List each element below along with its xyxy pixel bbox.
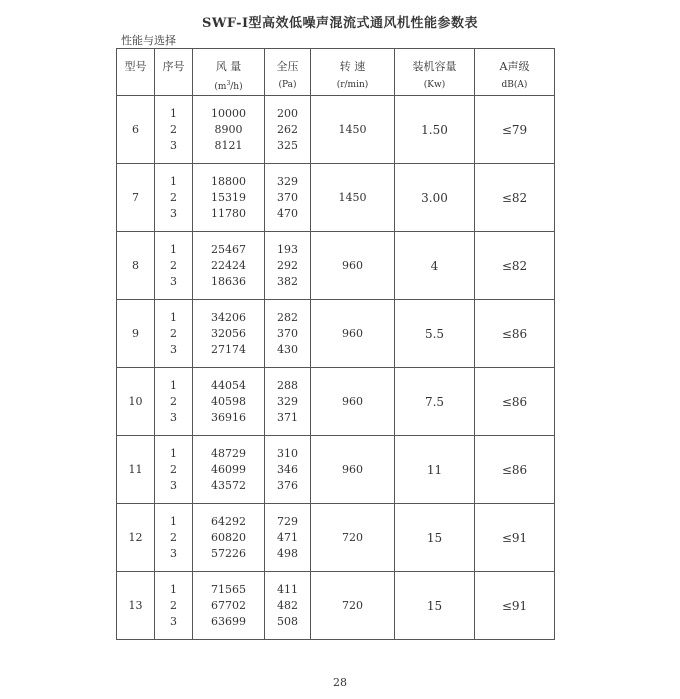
airflow-cell: 25467 22424 18636 (193, 232, 265, 300)
model-cell: 11 (117, 436, 155, 504)
table-row (117, 96, 555, 164)
header-pressure (265, 49, 311, 96)
pressure-cell: 193 292 382 (265, 232, 311, 300)
airflow-cell: 34206 32056 27174 (193, 300, 265, 368)
noise-cell: ≤86 (475, 436, 555, 504)
noise-cell: ≤91 (475, 572, 555, 640)
table-row (117, 232, 555, 300)
header-unit: (Pa) (278, 80, 297, 90)
page-number: 28 (333, 676, 347, 689)
model-cell: 7 (117, 164, 155, 232)
speed-cell: 1450 (311, 164, 395, 232)
noise-cell: ≤79 (475, 96, 555, 164)
table-row (117, 572, 555, 640)
document-title: SWF-I型高效低噪声混流式通风机性能参数表 (201, 16, 479, 31)
airflow-cell: 48729 46099 43572 (193, 436, 265, 504)
power-cell: 11 (395, 436, 475, 504)
seq-cell: 1 2 3 (155, 164, 193, 232)
noise-cell: ≤86 (475, 300, 555, 368)
power-cell: 15 (395, 504, 475, 572)
seq-cell: 1 2 3 (155, 436, 193, 504)
header-unit: (Kw) (423, 80, 446, 90)
header-unit: dB(A) (501, 80, 528, 90)
airflow-cell: 44054 40598 36916 (193, 368, 265, 436)
performance-table (116, 48, 555, 640)
noise-cell: ≤82 (475, 232, 555, 300)
pressure-cell: 411 482 508 (265, 572, 311, 640)
power-cell: 3.00 (395, 164, 475, 232)
model-cell: 6 (117, 96, 155, 164)
power-cell: 7.5 (395, 368, 475, 436)
header-unit: (r/min) (336, 80, 369, 90)
airflow-cell: 18800 15319 11780 (193, 164, 265, 232)
noise-cell: ≤86 (475, 368, 555, 436)
header-noise (475, 49, 555, 96)
noise-cell: ≤91 (475, 504, 555, 572)
seq-cell: 1 2 3 (155, 300, 193, 368)
seq-cell: 1 2 3 (155, 96, 193, 164)
header-model (117, 49, 155, 96)
header-row (117, 49, 555, 96)
pressure-cell: 729 471 498 (265, 504, 311, 572)
speed-cell: 960 (311, 368, 395, 436)
seq-cell: 1 2 3 (155, 368, 193, 436)
speed-cell: 960 (311, 300, 395, 368)
airflow-cell: 71565 67702 63699 (193, 572, 265, 640)
table-row (117, 436, 555, 504)
speed-cell: 720 (311, 504, 395, 572)
power-cell: 15 (395, 572, 475, 640)
seq-cell: 1 2 3 (155, 572, 193, 640)
pressure-cell: 200 262 325 (265, 96, 311, 164)
airflow-cell: 10000 8900 8121 (193, 96, 265, 164)
model-cell: 10 (117, 368, 155, 436)
speed-cell: 960 (311, 232, 395, 300)
header-label: 风 量 (215, 60, 242, 73)
header-label: 全压 (276, 60, 299, 73)
header-label: 转 速 (339, 60, 366, 73)
table-row (117, 368, 555, 436)
pressure-cell: 288 329 371 (265, 368, 311, 436)
pressure-cell: 310 346 376 (265, 436, 311, 504)
table-row (117, 164, 555, 232)
model-cell: 8 (117, 232, 155, 300)
model-cell: 12 (117, 504, 155, 572)
table-row (117, 504, 555, 572)
speed-cell: 960 (311, 436, 395, 504)
power-cell: 1.50 (395, 96, 475, 164)
header-power (395, 49, 475, 96)
pressure-cell: 329 370 470 (265, 164, 311, 232)
pressure-cell: 282 370 430 (265, 300, 311, 368)
seq-cell: 1 2 3 (155, 504, 193, 572)
table-row (117, 300, 555, 368)
power-cell: 5.5 (395, 300, 475, 368)
speed-cell: 720 (311, 572, 395, 640)
header-label: 型号 (124, 60, 147, 73)
header-unit: $(m^3/h)$ (214, 80, 243, 92)
noise-cell: ≤82 (475, 164, 555, 232)
header-label: 装机容量 (412, 60, 457, 73)
speed-cell: 1450 (311, 96, 395, 164)
seq-cell: 1 2 3 (155, 232, 193, 300)
header-airflow (193, 49, 265, 96)
header-label: A声级 (499, 60, 530, 73)
airflow-cell: 64292 60820 57226 (193, 504, 265, 572)
header-label: 序号 (162, 60, 185, 73)
power-cell: 4 (395, 232, 475, 300)
model-cell: 13 (117, 572, 155, 640)
section-subtitle: 性能与选择 (121, 34, 176, 47)
header-speed (311, 49, 395, 96)
model-cell: 9 (117, 300, 155, 368)
header-seq (155, 49, 193, 96)
